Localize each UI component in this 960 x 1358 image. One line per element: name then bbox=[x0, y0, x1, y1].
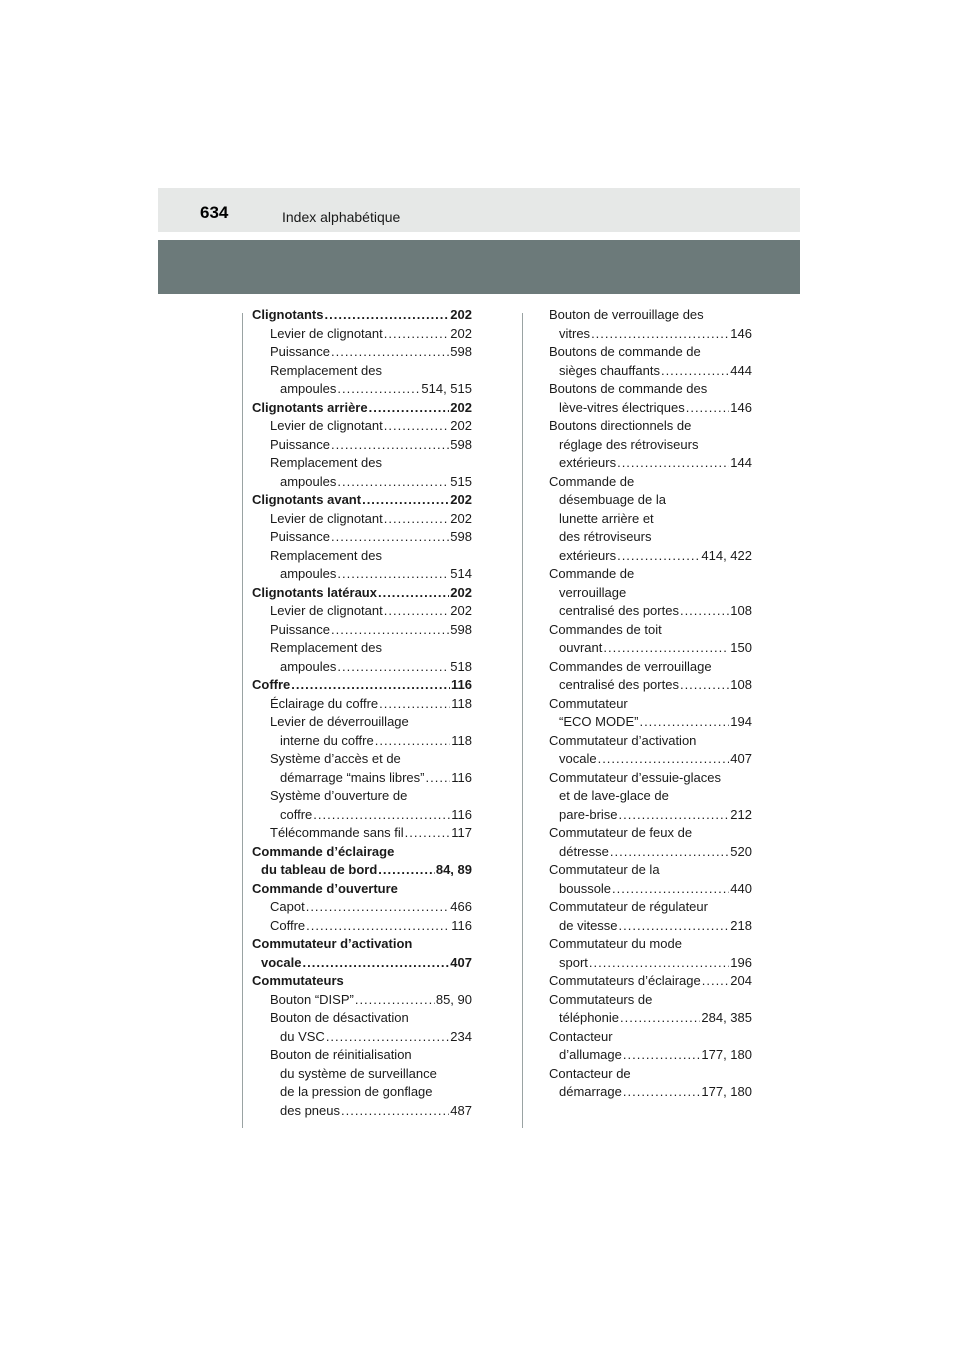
index-entry-text: Levier de clignotant bbox=[270, 510, 383, 526]
index-entry-text: coffre bbox=[280, 806, 313, 822]
index-entry bbox=[549, 806, 752, 825]
index-entry-page: 520 bbox=[730, 843, 752, 859]
index-entry-text: réglage des rétroviseurs bbox=[559, 436, 699, 452]
index-entry-page: 444 bbox=[730, 362, 752, 378]
index-entry-page: 202 bbox=[450, 325, 472, 341]
dot-leader bbox=[619, 806, 730, 825]
index-entry-page: 118 bbox=[451, 732, 472, 748]
index-entry-page: 598 bbox=[450, 621, 472, 637]
index-entry bbox=[549, 436, 752, 455]
index-entry-text: vocale bbox=[559, 751, 597, 766]
index-entry-page: 212 bbox=[730, 806, 752, 822]
index-entry-page: 514, 515 bbox=[421, 381, 472, 396]
index-entry bbox=[252, 880, 472, 899]
index-entry bbox=[549, 565, 752, 584]
dot-leader bbox=[589, 954, 729, 973]
dot-leader bbox=[378, 861, 435, 880]
index-entry bbox=[252, 1028, 472, 1047]
index-entry bbox=[252, 713, 472, 732]
dot-leader bbox=[306, 917, 450, 936]
index-entry bbox=[549, 1028, 752, 1047]
index-entry bbox=[549, 658, 752, 677]
index-entry-text: pare-brise bbox=[559, 806, 618, 822]
dot-leader bbox=[331, 436, 449, 455]
dot-leader bbox=[384, 602, 450, 621]
dot-leader bbox=[331, 528, 449, 547]
left-column-rule bbox=[242, 313, 243, 1128]
index-entry bbox=[252, 491, 472, 510]
index-entry bbox=[252, 325, 472, 344]
index-entry-text: Télécommande sans fil bbox=[270, 825, 404, 840]
index-entry-text: “ECO MODE” bbox=[559, 714, 639, 729]
index-entry-page: 202 bbox=[450, 492, 472, 507]
index-entry bbox=[252, 732, 472, 751]
index-entry-page: 118 bbox=[451, 695, 472, 711]
dot-leader bbox=[612, 880, 729, 899]
index-entry bbox=[549, 621, 752, 640]
index-entry bbox=[549, 343, 752, 362]
index-entry bbox=[252, 898, 472, 917]
index-entry-page: 146 bbox=[730, 399, 752, 415]
dot-leader bbox=[326, 1028, 449, 1047]
dot-leader bbox=[680, 676, 729, 695]
index-entry-page: 177, 180 bbox=[701, 1084, 752, 1099]
index-entry-text: démarrage bbox=[559, 1084, 622, 1099]
index-entry-text: Commutateurs de bbox=[549, 991, 653, 1007]
index-entry-text: Commande de bbox=[549, 566, 635, 581]
index-entry-text: Remplacement des bbox=[270, 362, 382, 378]
dot-leader bbox=[378, 584, 449, 603]
index-entry-text: Clignotants avant bbox=[252, 492, 362, 507]
dot-leader bbox=[603, 639, 729, 658]
header-bar bbox=[158, 188, 800, 232]
index-entry bbox=[549, 713, 752, 732]
dot-leader bbox=[337, 658, 449, 677]
index-entry bbox=[549, 417, 752, 436]
index-entry bbox=[549, 972, 752, 991]
index-entry bbox=[549, 898, 752, 917]
index-entry bbox=[549, 1046, 752, 1065]
index-entry-text: désembuage de la bbox=[559, 492, 666, 507]
index-entry bbox=[549, 639, 752, 658]
index-entry bbox=[549, 602, 752, 621]
index-entry bbox=[549, 676, 752, 695]
index-entry-text: détresse bbox=[559, 843, 609, 859]
index-entry bbox=[549, 547, 752, 566]
index-entry-page: 116 bbox=[451, 677, 472, 692]
index-entry bbox=[549, 935, 752, 954]
index-entry bbox=[549, 399, 752, 418]
dot-leader bbox=[379, 695, 450, 714]
dot-leader bbox=[702, 972, 730, 991]
dot-leader bbox=[610, 843, 729, 862]
dot-leader bbox=[302, 954, 449, 973]
index-entry-page: 202 bbox=[450, 510, 472, 526]
index-entry bbox=[549, 1009, 752, 1028]
index-entry-text: Coffre bbox=[270, 917, 306, 933]
index-entry bbox=[252, 935, 472, 954]
dot-leader bbox=[384, 510, 450, 529]
dot-leader bbox=[375, 732, 451, 751]
dot-leader bbox=[623, 1046, 701, 1065]
index-entry-page: 116 bbox=[451, 806, 472, 822]
index-entry-text: Levier de clignotant bbox=[270, 418, 383, 433]
index-entry-text: Commande d’ouverture bbox=[252, 880, 398, 896]
index-entry bbox=[549, 824, 752, 843]
index-entry bbox=[252, 676, 472, 695]
index-entry-page: 414, 422 bbox=[701, 547, 752, 563]
index-entry bbox=[549, 1065, 752, 1084]
index-entry-text: Capot bbox=[270, 899, 305, 914]
index-entry-page: 598 bbox=[450, 344, 472, 359]
index-entry-text: Système d’ouverture de bbox=[270, 788, 408, 803]
section-band bbox=[158, 240, 800, 294]
index-entry bbox=[252, 954, 472, 973]
index-entry-text: Système d’accès et de bbox=[270, 751, 401, 766]
index-entry bbox=[252, 1009, 472, 1028]
dot-leader bbox=[686, 399, 730, 418]
index-entry bbox=[252, 602, 472, 621]
dot-leader bbox=[639, 713, 729, 732]
page-title: Index alphabétique bbox=[282, 209, 401, 225]
index-entry-text: boussole bbox=[559, 880, 612, 896]
index-entry-text: des pneus bbox=[280, 1102, 340, 1118]
dot-leader bbox=[591, 325, 729, 344]
index-entry bbox=[252, 436, 472, 455]
index-entry-text: Commutateur bbox=[549, 695, 628, 711]
index-entry bbox=[549, 991, 752, 1010]
dot-leader bbox=[369, 399, 450, 418]
index-entry-text: Commutateurs bbox=[252, 973, 344, 988]
index-entry-text: Bouton “DISP” bbox=[270, 991, 354, 1007]
index-entry-text: Boutons directionnels de bbox=[549, 418, 692, 433]
index-entry-text: ampoules bbox=[280, 566, 337, 581]
dot-leader bbox=[617, 454, 729, 473]
index-entry-text: vitres bbox=[559, 325, 591, 341]
index-entry-text: Commutateur de régulateur bbox=[549, 899, 708, 914]
index-entry-text: sièges chauffants bbox=[559, 362, 660, 378]
dot-leader bbox=[623, 1083, 701, 1102]
index-entry bbox=[549, 510, 752, 529]
index-entry-text: ampoules bbox=[280, 658, 337, 674]
index-entry-page: 84, 89 bbox=[435, 862, 472, 877]
index-entry-page: 202 bbox=[450, 584, 472, 600]
dot-leader bbox=[619, 917, 730, 936]
index-entry-text: démarrage “mains libres” bbox=[280, 769, 425, 785]
dot-leader bbox=[620, 1009, 700, 1028]
index-entry-text: Commandes de verrouillage bbox=[549, 658, 712, 674]
index-entry-text: Remplacement des bbox=[270, 547, 382, 563]
index-entry-text: Commandes de toit bbox=[549, 621, 662, 637]
index-column-left bbox=[252, 306, 472, 1120]
index-entry bbox=[252, 1083, 472, 1102]
index-entry-text: Commutateur de feux de bbox=[549, 825, 693, 840]
index-entry-text: Bouton de verrouillage des bbox=[549, 307, 704, 322]
index-entry bbox=[252, 528, 472, 547]
dot-leader bbox=[405, 824, 451, 843]
index-entry-text: extérieurs bbox=[559, 455, 617, 470]
index-entry bbox=[252, 306, 472, 325]
index-entry bbox=[549, 491, 752, 510]
index-entry bbox=[252, 972, 472, 991]
index-entry-text: Bouton de désactivation bbox=[270, 1010, 409, 1025]
dot-leader bbox=[426, 769, 451, 788]
index-entry-page: 202 bbox=[450, 603, 472, 618]
index-entry-text: Commutateur du mode bbox=[549, 936, 682, 951]
index-entry bbox=[252, 380, 472, 399]
index-entry bbox=[549, 750, 752, 769]
index-entry bbox=[252, 1046, 472, 1065]
index-entry-page: 116 bbox=[451, 769, 472, 785]
index-entry-text: du système de surveillance bbox=[280, 1065, 437, 1081]
index-entry bbox=[252, 806, 472, 825]
index-entry bbox=[252, 547, 472, 566]
dot-leader bbox=[337, 473, 449, 492]
index-entry-text: Remplacement des bbox=[270, 455, 382, 470]
index-entry-text: Puissance bbox=[270, 344, 330, 359]
index-entry bbox=[252, 399, 472, 418]
index-entry bbox=[252, 1102, 472, 1121]
index-entry-text: sport bbox=[559, 954, 588, 970]
index-entry-text: Levier de déverrouillage bbox=[270, 714, 409, 729]
index-entry bbox=[549, 732, 752, 751]
index-entry-page: 440 bbox=[730, 880, 752, 896]
index-entry bbox=[252, 769, 472, 788]
index-entry-text: Boutons de commande de bbox=[549, 344, 701, 359]
index-entry-text: ouvrant bbox=[559, 640, 603, 655]
index-entry-text: de vitesse bbox=[559, 917, 618, 933]
index-entry bbox=[549, 306, 752, 325]
index-entry bbox=[252, 750, 472, 769]
dot-leader bbox=[331, 343, 449, 362]
index-entry bbox=[252, 473, 472, 492]
index-entry-text: et de lave-glace de bbox=[559, 788, 669, 803]
dot-leader bbox=[617, 547, 700, 566]
index-entry-page: 234 bbox=[450, 1028, 472, 1044]
index-entry-page: 150 bbox=[730, 640, 752, 655]
index-entry bbox=[549, 695, 752, 714]
index-entry-text: du VSC bbox=[280, 1028, 325, 1044]
index-entry bbox=[252, 917, 472, 936]
index-entry-page: 196 bbox=[730, 954, 752, 970]
index-entry bbox=[549, 325, 752, 344]
index-entry bbox=[549, 917, 752, 936]
index-entry-text: des rétroviseurs bbox=[559, 529, 652, 544]
index-entry-text: extérieurs bbox=[559, 547, 617, 563]
index-entry-text: interne du coffre bbox=[280, 732, 374, 748]
index-entry-text: Commutateur d’activation bbox=[252, 936, 413, 951]
index-entry-page: 204 bbox=[730, 973, 752, 988]
index-entry-page: 407 bbox=[730, 751, 752, 766]
right-column-rule bbox=[522, 313, 523, 1128]
index-entry-page: 202 bbox=[450, 418, 472, 433]
index-entry-text: Puissance bbox=[270, 621, 330, 637]
index-entry-text: Levier de clignotant bbox=[270, 603, 383, 618]
index-entry-text: Commutateur d’activation bbox=[549, 732, 697, 748]
index-entry-text: Boutons de commande des bbox=[549, 381, 708, 396]
index-entry-text: Éclairage du coffre bbox=[270, 695, 379, 711]
index-entry-page: 116 bbox=[451, 917, 472, 933]
index-entry bbox=[252, 695, 472, 714]
index-entry-text: d’allumage bbox=[559, 1047, 622, 1062]
index-entry-text: du tableau de bord bbox=[261, 862, 378, 877]
index-column-right bbox=[549, 306, 752, 1102]
index-entry bbox=[549, 454, 752, 473]
index-entry bbox=[549, 380, 752, 399]
index-entry-text: centralisé des portes bbox=[559, 603, 679, 618]
index-entry-page: 598 bbox=[450, 436, 472, 452]
index-entry-text: lève-vitres électriques bbox=[559, 399, 685, 415]
index-entry-text: Commutateur d’essuie-glaces bbox=[549, 769, 721, 785]
index-entry-text: Clignotants latéraux bbox=[252, 584, 377, 600]
index-entry bbox=[549, 954, 752, 973]
dot-leader bbox=[306, 898, 450, 917]
index-entry bbox=[549, 769, 752, 788]
index-entry-text: Clignotants bbox=[252, 307, 324, 322]
index-entry-text: verrouillage bbox=[559, 584, 627, 600]
index-entry bbox=[549, 843, 752, 862]
index-entry-page: 202 bbox=[450, 307, 472, 322]
index-entry-text: Commutateur de la bbox=[549, 862, 660, 877]
dot-leader bbox=[341, 1102, 449, 1121]
index-entry-page: 85, 90 bbox=[435, 991, 472, 1007]
index-entry-page: 514 bbox=[450, 566, 472, 581]
index-entry-page: 202 bbox=[450, 399, 472, 415]
index-entry-text: téléphonie bbox=[559, 1010, 619, 1025]
index-entry-page: 487 bbox=[450, 1102, 472, 1118]
index-entry bbox=[549, 880, 752, 899]
index-entry bbox=[252, 824, 472, 843]
index-entry-page: 177, 180 bbox=[701, 1047, 752, 1062]
dot-leader bbox=[325, 306, 450, 325]
index-entry-text: Contacteur bbox=[549, 1028, 613, 1044]
page-number: 634 bbox=[200, 203, 229, 222]
index-entry-text: Bouton de réinitialisation bbox=[270, 1047, 412, 1062]
index-entry-page: 466 bbox=[450, 899, 472, 914]
dot-leader bbox=[355, 991, 435, 1010]
index-entry bbox=[549, 1083, 752, 1102]
dot-leader bbox=[384, 325, 450, 344]
index-entry bbox=[252, 991, 472, 1010]
dot-leader bbox=[337, 565, 449, 584]
index-entry bbox=[252, 787, 472, 806]
index-entry bbox=[549, 528, 752, 547]
index-entry bbox=[252, 843, 472, 862]
index-entry bbox=[549, 473, 752, 492]
dot-leader bbox=[337, 380, 420, 399]
index-entry bbox=[252, 861, 472, 880]
index-entry-page: 515 bbox=[450, 473, 472, 489]
index-entry-text: Coffre bbox=[252, 677, 291, 692]
index-entry-text: Contacteur de bbox=[549, 1065, 631, 1081]
dot-leader bbox=[291, 676, 450, 695]
index-entry-page: 518 bbox=[450, 658, 472, 674]
index-entry-page: 284, 385 bbox=[701, 1010, 752, 1025]
index-entry-text: ampoules bbox=[280, 381, 337, 396]
index-entry-page: 146 bbox=[730, 325, 752, 341]
index-entry-text: Commutateurs d’éclairage bbox=[549, 973, 701, 988]
index-entry-page: 598 bbox=[450, 529, 472, 544]
index-entry-page: 144 bbox=[730, 455, 752, 470]
dot-leader bbox=[661, 362, 729, 381]
index-entry-text: ampoules bbox=[280, 473, 337, 489]
index-entry-text: Commande de bbox=[549, 473, 635, 489]
index-entry-text: Levier de clignotant bbox=[270, 325, 383, 341]
index-entry bbox=[252, 1065, 472, 1084]
dot-leader bbox=[384, 417, 450, 436]
index-entry bbox=[252, 639, 472, 658]
index-entry-text: Puissance bbox=[270, 436, 330, 452]
index-entry bbox=[252, 343, 472, 362]
index-entry-page: 108 bbox=[730, 603, 752, 618]
index-entry bbox=[252, 362, 472, 381]
index-entry-page: 117 bbox=[451, 825, 472, 840]
dot-leader bbox=[598, 750, 730, 769]
index-entry-text: Commande d’éclairage bbox=[252, 843, 395, 859]
index-entry bbox=[549, 861, 752, 880]
index-entry-text: Clignotants arrière bbox=[252, 399, 368, 415]
index-entry bbox=[549, 584, 752, 603]
index-entry-page: 108 bbox=[730, 677, 752, 692]
index-entry-page: 218 bbox=[730, 917, 752, 933]
dot-leader bbox=[680, 602, 729, 621]
index-entry bbox=[549, 787, 752, 806]
index-entry bbox=[252, 417, 472, 436]
index-entry bbox=[252, 584, 472, 603]
index-entry bbox=[252, 621, 472, 640]
index-entry bbox=[252, 565, 472, 584]
index-entry bbox=[252, 510, 472, 529]
index-entry bbox=[252, 658, 472, 677]
index-entry-text: centralisé des portes bbox=[559, 677, 679, 692]
index-entry-page: 407 bbox=[450, 954, 472, 970]
index-entry-text: vocale bbox=[261, 954, 302, 970]
index-entry-text: lunette arrière et bbox=[559, 510, 654, 526]
dot-leader bbox=[331, 621, 449, 640]
index-entry-text: Puissance bbox=[270, 529, 330, 544]
index-entry-text: Remplacement des bbox=[270, 640, 382, 655]
index-entry bbox=[252, 454, 472, 473]
index-entry bbox=[549, 362, 752, 381]
dot-leader bbox=[313, 806, 450, 825]
dot-leader bbox=[362, 491, 449, 510]
index-entry-page: 194 bbox=[730, 714, 752, 729]
index-entry-text: de la pression de gonflage bbox=[280, 1084, 433, 1099]
